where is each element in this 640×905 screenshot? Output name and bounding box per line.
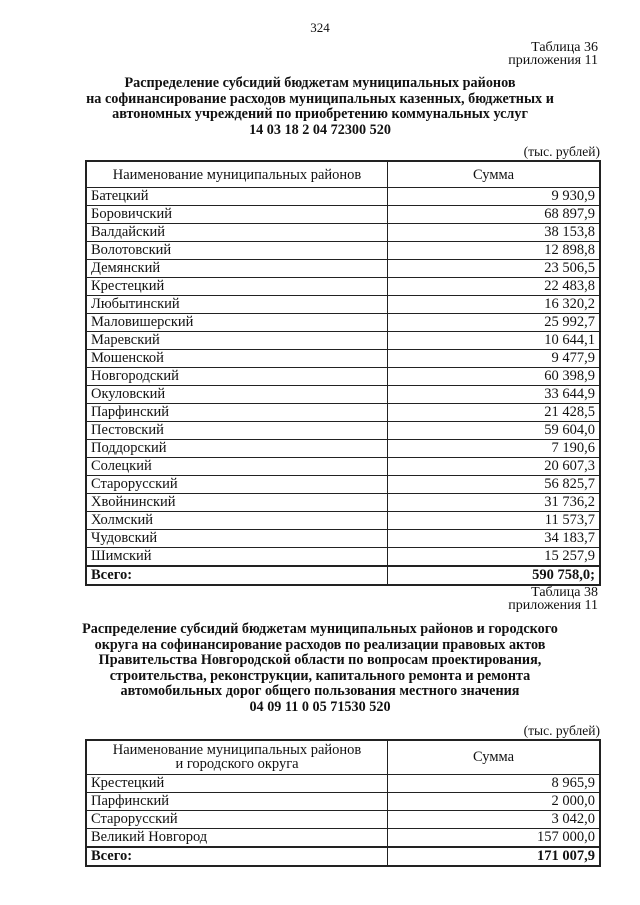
- district-name: Старорусский: [86, 476, 388, 494]
- district-sum: 31 736,2: [388, 494, 600, 512]
- district-name: Поддорский: [86, 440, 388, 458]
- total-label: Всего:: [86, 847, 388, 866]
- table36-ref-line1: Таблица 36: [531, 40, 598, 55]
- table-row: [86, 260, 600, 278]
- table-row: [86, 494, 600, 512]
- district-name: Крестецкий: [86, 278, 388, 296]
- table38-unit: (тыс. рублей): [523, 723, 600, 738]
- district-sum: 2 000,0: [388, 792, 600, 810]
- district-sum: 25 992,7: [388, 314, 600, 332]
- table-row: [86, 206, 600, 224]
- table-row: [86, 314, 600, 332]
- district-sum: 68 897,9: [388, 206, 600, 224]
- district-name: Новгородский: [86, 368, 388, 386]
- district-name: Солецкий: [86, 458, 388, 476]
- district-name: Маловишерский: [86, 314, 388, 332]
- page-number: 324: [310, 20, 330, 35]
- table38-title-line: Правительства Новгородской области по вопросам проектирования,: [98, 652, 542, 669]
- district-sum: 38 153,8: [388, 224, 600, 242]
- district-sum: 20 607,3: [388, 458, 600, 476]
- table-row: [86, 458, 600, 476]
- table-row: [86, 828, 600, 847]
- district-sum: 9 930,9: [388, 188, 600, 206]
- table38-ref-line2: приложения 11: [508, 598, 598, 613]
- district-name: Шимский: [86, 548, 388, 567]
- district-name: Окуловский: [86, 386, 388, 404]
- table38-reference: [508, 586, 598, 612]
- table38-title-line: округа на софинансирование расходов по реализации правовых актов: [94, 636, 546, 653]
- district-sum: 12 898,8: [388, 242, 600, 260]
- table36-title-line: Распределение субсидий бюджетам муниципальных районов: [124, 75, 516, 91]
- table38-title: [30, 622, 610, 716]
- table38-title-line: Распределение субсидий бюджетам муниципальных районов и городского: [82, 621, 558, 637]
- district-name: Крестецкий: [86, 774, 388, 792]
- district-sum: 23 506,5: [388, 260, 600, 278]
- district-name: Парфинский: [86, 404, 388, 422]
- district-sum: 3 042,0: [388, 810, 600, 828]
- table36-title-line: 14 03 18 2 04 72300 520: [249, 121, 391, 138]
- table-header-row: [86, 161, 600, 188]
- table38-title-line: автомобильных дорог общего пользования местного значения: [120, 683, 520, 700]
- table-row: [86, 530, 600, 548]
- district-sum: 8 965,9: [388, 774, 600, 792]
- district-name: Пестовский: [86, 422, 388, 440]
- table-row: [86, 278, 600, 296]
- table36-ref-line2: приложения 11: [508, 53, 598, 68]
- district-sum: 9 477,9: [388, 350, 600, 368]
- table-row: [86, 404, 600, 422]
- district-sum: 7 190,6: [388, 440, 600, 458]
- district-sum: 21 428,5: [388, 404, 600, 422]
- district-sum: 60 398,9: [388, 368, 600, 386]
- district-name: Демянский: [86, 260, 388, 278]
- column-header-name: [86, 740, 388, 774]
- table38-ref-line1: Таблица 38: [531, 585, 598, 600]
- column-header-sum: Сумма: [388, 161, 600, 188]
- district-sum: 15 257,9: [388, 548, 600, 567]
- district-name: Великий Новгород: [86, 828, 388, 847]
- total-sum: 590 758,0;: [388, 566, 600, 585]
- table36-title: [40, 76, 600, 138]
- district-name: Хвойнинский: [86, 494, 388, 512]
- district-sum: 10 644,1: [388, 332, 600, 350]
- table-header-row: [86, 740, 600, 774]
- total-row: [86, 566, 600, 585]
- table36-title-line: на софинансирование расходов муниципальных казенных, бюджетных и: [86, 90, 554, 107]
- column-header-name: Наименование муниципальных районов: [86, 161, 388, 188]
- district-sum: 34 183,7: [388, 530, 600, 548]
- table36-unit: (тыс. рублей): [523, 144, 600, 159]
- district-sum: 22 483,8: [388, 278, 600, 296]
- table-row: [86, 774, 600, 792]
- table-row: [86, 440, 600, 458]
- table-row: [86, 368, 600, 386]
- district-name: Батецкий: [86, 188, 388, 206]
- district-name: Волотовский: [86, 242, 388, 260]
- total-sum: 171 007,9: [388, 847, 600, 866]
- district-sum: 59 604,0: [388, 422, 600, 440]
- district-sum: 33 644,9: [388, 386, 600, 404]
- column-header-sum: Сумма: [388, 740, 600, 774]
- table-row: [86, 792, 600, 810]
- table36-reference: [508, 41, 598, 67]
- district-name: Любытинский: [86, 296, 388, 314]
- district-name: Парфинский: [86, 792, 388, 810]
- table-row: [86, 224, 600, 242]
- district-name: Валдайский: [86, 224, 388, 242]
- table38: [85, 739, 601, 867]
- column-header-name-line1: Наименование муниципальных районов: [112, 742, 362, 759]
- table-row: [86, 476, 600, 494]
- table-row: [86, 188, 600, 206]
- column-header-name-line2: и городского округа: [175, 756, 299, 773]
- district-sum: 11 573,7: [388, 512, 600, 530]
- district-name: Холмский: [86, 512, 388, 530]
- total-label: Всего:: [86, 566, 388, 585]
- district-name: Чудовский: [86, 530, 388, 548]
- district-name: Боровичский: [86, 206, 388, 224]
- table36: [85, 160, 601, 586]
- table-row: [86, 422, 600, 440]
- district-name: Мошенской: [86, 350, 388, 368]
- table-row: [86, 350, 600, 368]
- district-name: Старорусский: [86, 810, 388, 828]
- table-row: [86, 386, 600, 404]
- table-row: [86, 512, 600, 530]
- table-row: [86, 242, 600, 260]
- table36-title-line: автономных учреждений по приобретению коммунальных услуг: [112, 106, 528, 123]
- district-name: Маревский: [86, 332, 388, 350]
- table-row: [86, 548, 600, 567]
- total-row: [86, 847, 600, 866]
- district-sum: 16 320,2: [388, 296, 600, 314]
- table38-title-line: строительства, реконструкции, капитального ремонта и ремонта: [109, 667, 531, 684]
- table-row: [86, 810, 600, 828]
- table38-title-line: 04 09 11 0 05 71530 520: [249, 698, 391, 715]
- district-sum: 56 825,7: [388, 476, 600, 494]
- table-row: [86, 296, 600, 314]
- table-row: [86, 332, 600, 350]
- district-sum: 157 000,0: [388, 828, 600, 847]
